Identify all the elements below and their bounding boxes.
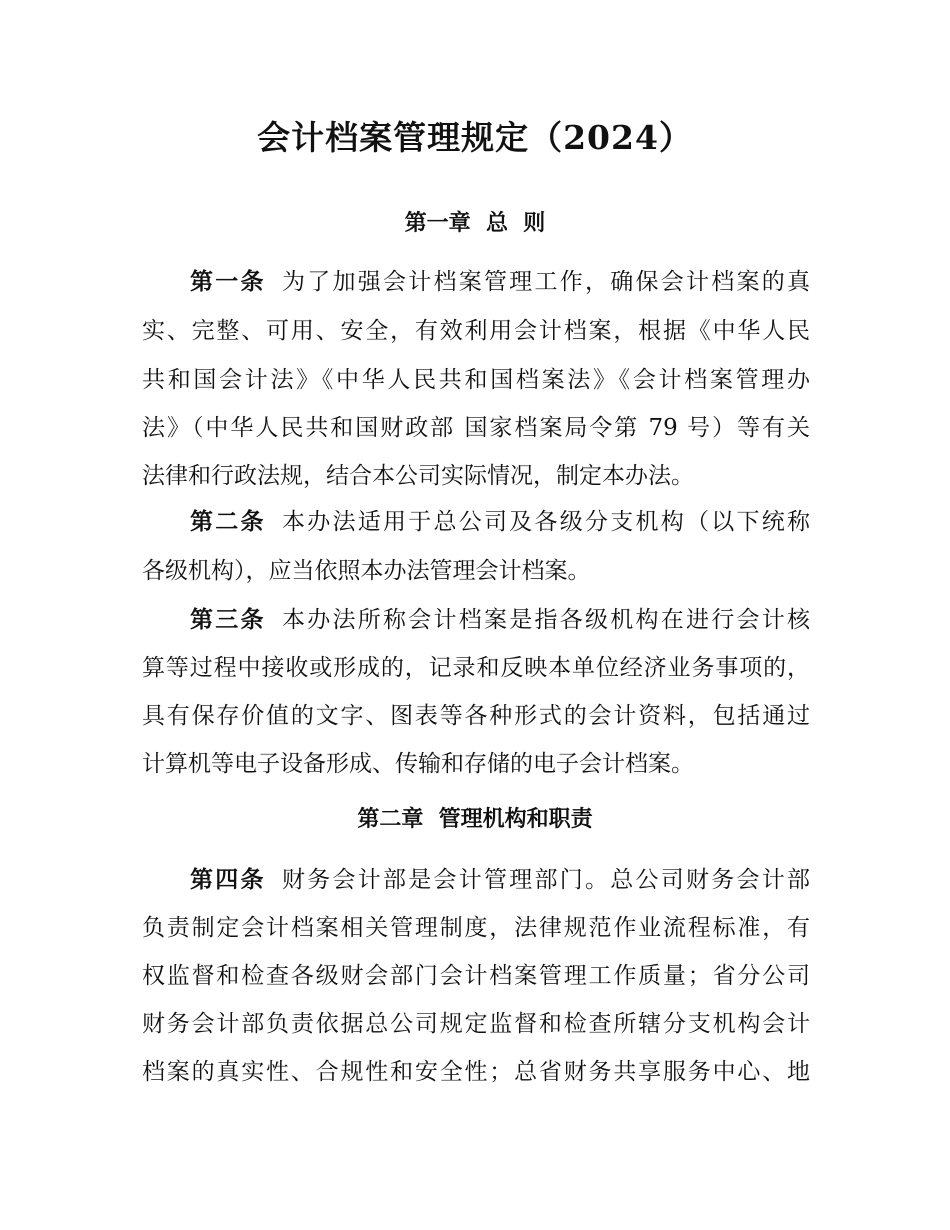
document-title: 会计档案管理规定（2024） bbox=[257, 118, 693, 157]
article-1-line-2: 实、完整、可用、安全，有效利用会计档案，根据《中华人民 bbox=[142, 318, 810, 344]
article-4-line-2: 负责制定会计档案相关管理制度，法律规范作业流程标准，有 bbox=[142, 915, 810, 941]
article-text: 财务会计部是会计管理部门。总公司财务会计部 bbox=[279, 867, 810, 893]
article-1-line-1 bbox=[190, 258, 810, 306]
article-label: 第一条 bbox=[190, 268, 266, 295]
article-1-line-4: 法》（中华人民共和国财政部 国家档案局令第 79 号）等有关 bbox=[142, 415, 810, 441]
chapter-heading-2: 第二章 管理机构和职责 bbox=[357, 806, 593, 832]
article-label: 第三条 bbox=[190, 606, 266, 633]
chapter-heading-1: 第一章 总 则 bbox=[404, 210, 546, 236]
article-1-line-3: 共和国会计法》《中华人民共和国档案法》《会计档案管理办 bbox=[142, 367, 810, 393]
article-2-line-2: 各级机构），应当依照本办法管理会计档案。 bbox=[142, 558, 591, 584]
article-3-line-2: 算等过程中接收或形成的，记录和反映本单位经济业务事项的， bbox=[142, 655, 810, 681]
article-4-line-5: 档案的真实性、合规性和安全性；总省财务共享服务中心、地 bbox=[142, 1059, 810, 1085]
article-3-line-1 bbox=[190, 596, 810, 644]
article-3-line-4: 计算机等电子设备形成、传输和存储的电子会计档案。 bbox=[142, 751, 694, 777]
article-label: 第四条 bbox=[190, 866, 266, 893]
article-text: 本办法适用于总公司及各级分支机构（以下统称 bbox=[279, 509, 810, 535]
article-4-line-1 bbox=[190, 856, 810, 904]
article-4-line-4: 财务会计部负责依据总公司规定监督和检查所辖分支机构会计 bbox=[142, 1011, 810, 1037]
article-2-line-1 bbox=[190, 498, 810, 546]
article-4-line-3: 权监督和检查各级财会部门会计档案管理工作质量；省分公司 bbox=[142, 963, 810, 989]
article-text: 本办法所称会计档案是指各级机构在进行会计核 bbox=[279, 607, 810, 633]
article-1-line-5: 法律和行政法规，结合本公司实际情况，制定本办法。 bbox=[142, 463, 694, 489]
article-3-line-3: 具有保存价值的文字、图表等各种形式的会计资料，包括通过 bbox=[142, 703, 810, 729]
article-text: 为了加强会计档案管理工作，确保会计档案的真 bbox=[279, 269, 810, 295]
article-label: 第二条 bbox=[190, 508, 266, 535]
